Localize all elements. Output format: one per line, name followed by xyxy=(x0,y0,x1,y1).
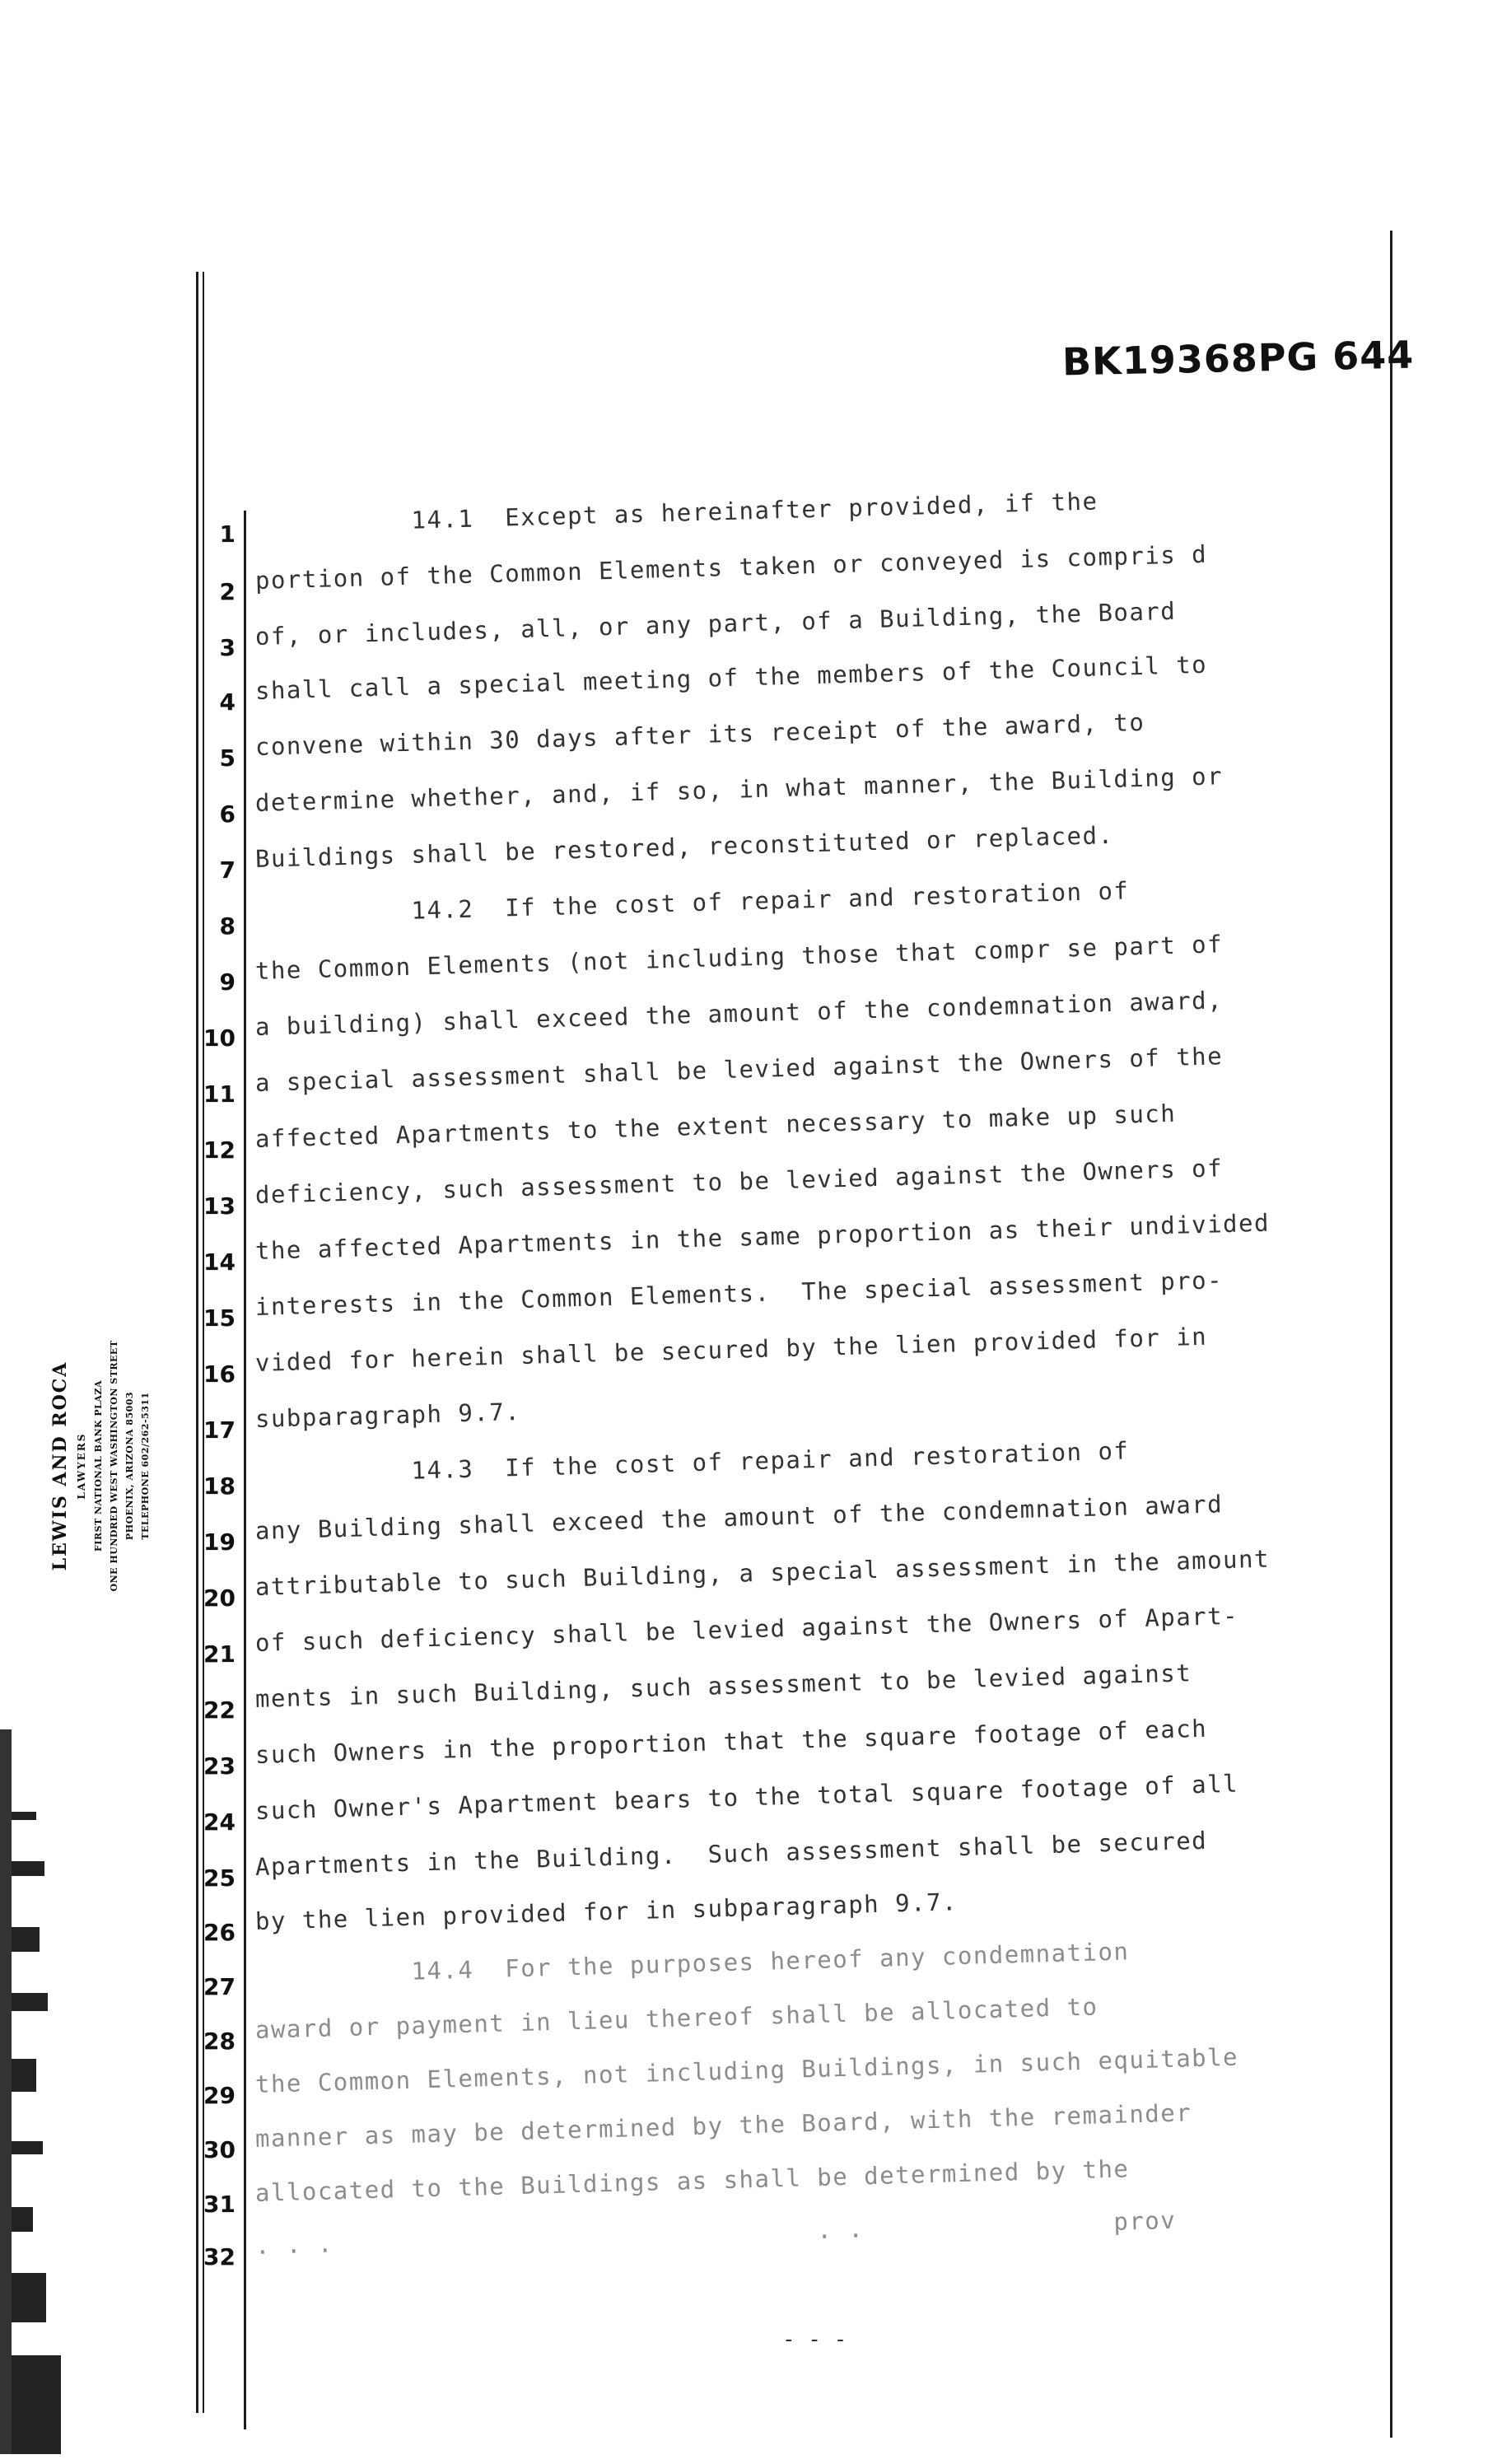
text-line: subparagraph 9.7. xyxy=(254,1398,521,1433)
line-number: 3 xyxy=(219,634,236,661)
line-number: 32 xyxy=(203,2243,236,2270)
text-line: any Building shall exceed the amount of the condemnation award xyxy=(254,1490,1224,1545)
line-number: 25 xyxy=(203,1864,236,1892)
line-number: 31 xyxy=(203,2191,236,2218)
line-number: 29 xyxy=(203,2082,236,2109)
text-line: of such deficiency shall be levied against the Owners of Apart- xyxy=(254,1601,1239,1657)
text-line: 14.2 If the cost of repair and restoration of xyxy=(254,876,1130,929)
firm-subtitle: LAWYERS xyxy=(76,1432,87,1500)
line-number: 15 xyxy=(203,1304,236,1332)
line-number: 14 xyxy=(203,1248,236,1276)
text-line: 14.1 Except as hereinafter provided, if the xyxy=(254,487,1099,539)
text-line: 14.3 If the cost of repair and restoration of xyxy=(254,1436,1130,1489)
line-number: 18 xyxy=(203,1472,236,1500)
text-line: shall call a special meeting of the members of the Council to xyxy=(254,650,1208,705)
text-line: award or payment in lieu thereof shall be allocated to xyxy=(254,1992,1099,2044)
line-number: 17 xyxy=(203,1416,236,1444)
text-line: portion of the Common Elements taken or conveyed is compris d xyxy=(254,539,1208,595)
page-reference: BK19368PG 644 xyxy=(1061,332,1415,385)
line-number: 26 xyxy=(203,1919,236,1946)
line-number: 7 xyxy=(219,856,236,884)
text-line: 14.4 For the purposes hereof any condemnation xyxy=(254,1937,1130,1990)
line-number: 24 xyxy=(203,1808,236,1836)
line-number: 10 xyxy=(203,1024,236,1052)
line-number: 20 xyxy=(203,1584,236,1612)
line-number: 27 xyxy=(203,1973,236,2000)
text-line: manner as may be determined by the Board, with the remainder xyxy=(254,2098,1192,2153)
text-line: the Common Elements (not including those that compr se part of xyxy=(254,930,1224,985)
text-line: determine whether, and, if so, in what manner, the Building or xyxy=(254,762,1224,817)
line-number: 22 xyxy=(203,1696,236,1724)
line-number: 9 xyxy=(219,968,236,996)
line-number: 19 xyxy=(203,1528,236,1556)
text-line: deficiency, such assessment to be levied against the Owners of xyxy=(254,1154,1224,1209)
text-line: vided for herein shall be secured by the lien provided for in xyxy=(254,1322,1208,1377)
right-margin-rule xyxy=(1390,231,1392,2438)
firm-name: LEWIS AND ROCA xyxy=(49,1360,71,1571)
text-line: convene within 30 days after its receipt of the award, to xyxy=(254,707,1145,761)
line-number: 16 xyxy=(203,1360,236,1388)
text-line: attributable to such Building, a special assessment in the amount xyxy=(254,1544,1271,1601)
firm-address-1: FIRST NATIONAL BANK PLAZA xyxy=(93,1380,104,1552)
line-number: 12 xyxy=(203,1136,236,1164)
text-line: the affected Apartments in the same proportion as their undivided xyxy=(254,1208,1271,1265)
line-number: 2 xyxy=(219,578,236,605)
text-line: affected Apartments to the extent necessary to make up such xyxy=(254,1099,1177,1153)
firm-phone: TELEPHONE 602/262-5311 xyxy=(140,1392,151,1540)
line-number: 5 xyxy=(219,744,236,772)
text-line: the Common Elements, not including Buildings, in such equitable xyxy=(254,2042,1239,2098)
line-number: 1 xyxy=(219,520,236,548)
firm-address-2: ONE HUNDRED WEST WASHINGTON STREET xyxy=(109,1340,119,1592)
text-line: . . . . . prov xyxy=(254,2205,1177,2260)
line-number: 28 xyxy=(203,2028,236,2055)
line-number: 4 xyxy=(219,688,236,716)
firm-address-3: PHOENIX, ARIZONA 85003 xyxy=(124,1391,135,1541)
line-number: 21 xyxy=(203,1640,236,1668)
text-line: such Owners in the proportion that the square footage of each xyxy=(254,1714,1208,1769)
text-column-rule xyxy=(244,511,246,2429)
text-line: ments in such Building, such assessment to be levied against xyxy=(254,1659,1192,1713)
text-line: a special assessment shall be levied against the Owners of the xyxy=(254,1042,1224,1097)
text-line: Buildings shall be restored, reconstituted or replaced. xyxy=(254,820,1114,873)
page-footer: - - - xyxy=(782,2327,847,2352)
text-line: interests in the Common Elements. The special assessment pro- xyxy=(254,1266,1224,1321)
text-line: by the lien provided for in subparagraph 9.7. xyxy=(254,1888,959,1935)
line-number: 13 xyxy=(203,1192,236,1220)
text-line: Apartments in the Building. Such assessment shall be secured xyxy=(254,1826,1208,1881)
line-number: 8 xyxy=(219,912,236,940)
text-line: such Owner's Apartment bears to the total square footage of all xyxy=(254,1769,1239,1825)
line-number: 11 xyxy=(203,1080,236,1108)
text-line: of, or includes, all, or any part, of a Building, the Board xyxy=(254,596,1177,651)
text-line: a building) shall exceed the amount of the condemnation award, xyxy=(254,986,1224,1041)
line-number: 6 xyxy=(219,800,236,828)
text-line: allocated to the Buildings as shall be determined by the xyxy=(254,2154,1130,2207)
line-number: 23 xyxy=(203,1752,236,1780)
line-number: 30 xyxy=(203,2136,236,2163)
